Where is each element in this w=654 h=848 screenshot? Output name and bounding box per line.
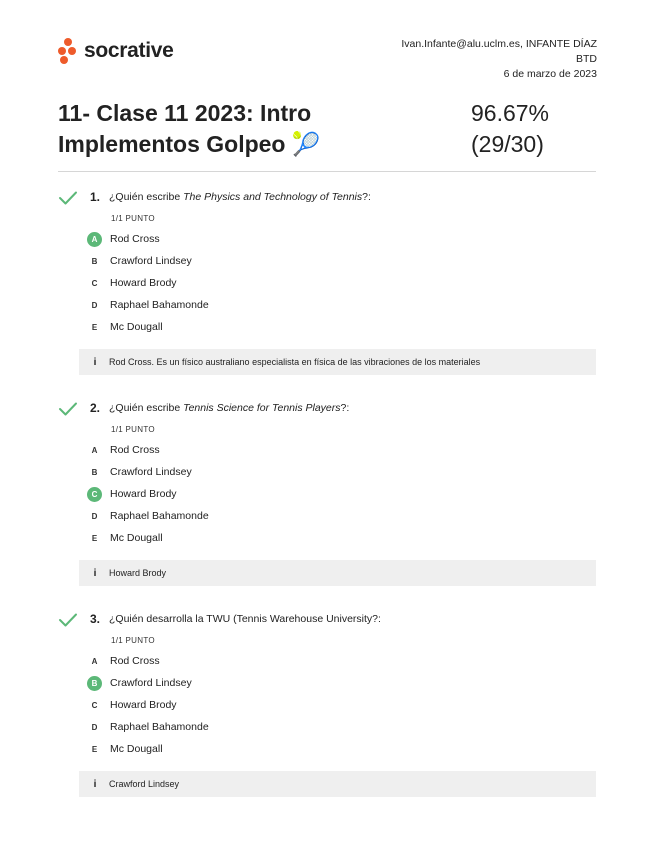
answer-option <box>87 294 209 316</box>
question-points: 1/1 PUNTO <box>111 425 155 434</box>
answer-text: Rod Cross <box>110 444 160 456</box>
explanation-box <box>79 560 596 586</box>
answer-letter-badge: B <box>91 467 98 477</box>
question-text-suffix: ?: <box>362 191 371 203</box>
score-percent: 96.67% <box>471 100 550 126</box>
question-text-prefix: ¿Quién escribe <box>109 191 184 203</box>
answer-letter-badge: E <box>91 744 98 754</box>
user-class: BTD <box>576 53 597 65</box>
info-icon: i <box>93 356 97 368</box>
answer-letter-badge: D <box>91 722 98 732</box>
quiz-title <box>58 98 438 160</box>
answer-option <box>87 650 209 672</box>
correct-check-icon <box>58 612 78 628</box>
answer-option <box>87 505 209 527</box>
question-points: 1/1 PUNTO <box>111 214 155 223</box>
answer-text: Howard Brody <box>110 699 177 711</box>
answer-option <box>87 716 209 738</box>
explanation-text: Rod Cross. Es un físico australiano especialista en física de las vibraciones de los materiales <box>109 357 481 367</box>
answer-text: Crawford Lindsey <box>110 255 192 267</box>
answer-list <box>87 650 209 760</box>
info-icon: i <box>93 567 97 579</box>
answer-option <box>87 272 209 294</box>
answer-list <box>87 228 209 338</box>
answer-option <box>87 738 209 760</box>
answer-option <box>87 694 209 716</box>
answer-text: Mc Dougall <box>110 532 163 544</box>
question-text <box>109 402 349 414</box>
answer-letter-badge: C <box>91 278 98 288</box>
answer-option <box>87 316 209 338</box>
socrative-logo <box>58 38 174 64</box>
explanation-text: Crawford Lindsey <box>109 779 180 789</box>
answer-text: Howard Brody <box>110 488 177 500</box>
answer-option <box>87 527 209 549</box>
question-text <box>109 613 381 625</box>
answer-text: Rod Cross <box>110 233 160 245</box>
question-text-prefix: ¿Quién escribe <box>109 402 184 414</box>
question-number: 2. <box>90 401 101 415</box>
socrative-logo-icon <box>58 38 78 64</box>
score-fraction: (29/30) <box>471 131 544 157</box>
answer-letter-badge: E <box>91 322 98 332</box>
question-points: 1/1 PUNTO <box>111 636 155 645</box>
answer-letter-badge: B <box>91 256 98 266</box>
answer-option <box>87 672 209 694</box>
answer-text: Howard Brody <box>110 277 177 289</box>
answer-option <box>87 250 209 272</box>
header-divider <box>58 171 596 172</box>
answer-option <box>87 483 209 505</box>
answer-text: Raphael Bahamonde <box>110 510 209 522</box>
answer-text: Rod Cross <box>110 655 160 667</box>
answer-option <box>87 228 209 250</box>
answer-text: Raphael Bahamonde <box>110 721 209 733</box>
answer-letter-badge: D <box>91 511 98 521</box>
user-info <box>401 37 597 82</box>
answer-text: Crawford Lindsey <box>110 466 192 478</box>
question-text-title: Tennis Science for Tennis Players <box>183 402 341 414</box>
correct-check-icon <box>58 190 78 206</box>
quiz-title-line-2: Implementos Golpeo 🎾 <box>58 131 321 157</box>
answer-letter-badge: A <box>87 232 102 247</box>
quiz-title-line-1: 11- Clase 11 2023: Intro <box>58 100 312 126</box>
answer-letter-badge: C <box>91 700 98 710</box>
answer-text: Mc Dougall <box>110 743 163 755</box>
question-number: 1. <box>90 190 101 204</box>
answer-list <box>87 439 209 549</box>
question-text <box>109 191 371 203</box>
report-date: 6 de marzo de 2023 <box>503 68 597 80</box>
explanation-box <box>79 349 596 375</box>
question-text-prefix: ¿Quién desarrolla la TWU (Tennis Warehouse University?: <box>109 613 381 625</box>
info-icon: i <box>93 778 97 790</box>
explanation-box <box>79 771 596 797</box>
answer-letter-badge: A <box>91 445 98 455</box>
answer-option <box>87 461 209 483</box>
answer-letter-badge: C <box>87 487 102 502</box>
question-text-title: The Physics and Technology of Tennis <box>183 191 363 203</box>
explanation-text: Howard Brody <box>109 568 167 578</box>
quiz-score <box>471 98 549 160</box>
user-email-name: Ivan.Infante@alu.uclm.es, INFANTE DÍAZ <box>401 38 597 50</box>
answer-option <box>87 439 209 461</box>
answer-text: Mc Dougall <box>110 321 163 333</box>
answer-letter-badge: A <box>91 656 98 666</box>
correct-check-icon <box>58 401 78 417</box>
answer-letter-badge: E <box>91 533 98 543</box>
answer-letter-badge: D <box>91 300 98 310</box>
question-text-suffix: ?: <box>340 402 350 414</box>
answer-text: Crawford Lindsey <box>110 677 192 689</box>
answer-text: Raphael Bahamonde <box>110 299 209 311</box>
question-number: 3. <box>90 612 101 626</box>
brand-name: socrative <box>84 39 174 62</box>
answer-letter-badge: B <box>87 676 102 691</box>
